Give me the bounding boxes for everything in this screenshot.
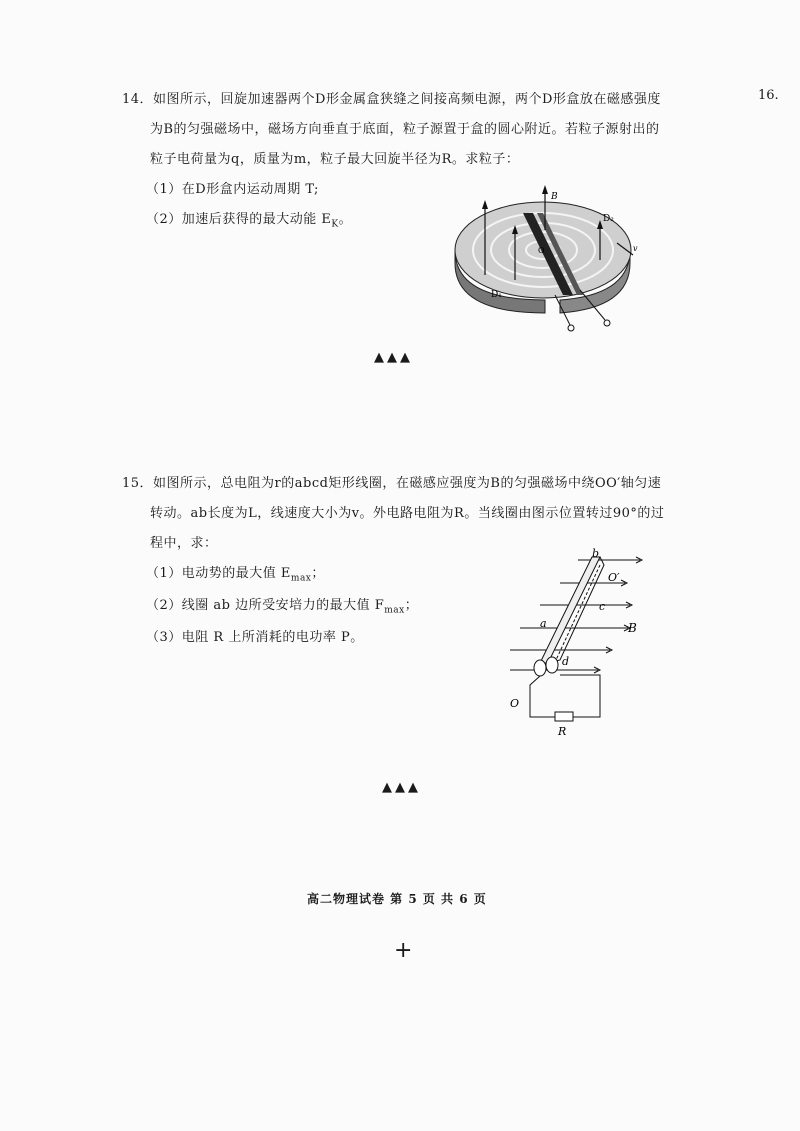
q15-line-3: 程中，求： bbox=[150, 536, 218, 551]
label-B: B bbox=[551, 192, 558, 202]
q15-answer-mark: ▲▲▲ bbox=[382, 780, 421, 795]
q15-sub-2-tail: ； bbox=[404, 598, 419, 613]
coil-side-cd bbox=[548, 557, 604, 663]
field-lines bbox=[510, 557, 642, 673]
slip-ring bbox=[546, 657, 558, 673]
label-D1: D₁ bbox=[491, 290, 502, 300]
registration-mark: + bbox=[394, 938, 413, 963]
terminal bbox=[604, 320, 610, 326]
label-b: b bbox=[592, 547, 600, 560]
q15-line-1: 15．如图所示，总电阻为r的abcd矩形线圈，在磁感应强度为B的匀强磁场中绕OO′轴匀速 bbox=[122, 476, 662, 491]
q14-answer-mark: ▲▲▲ bbox=[374, 350, 413, 365]
coil-figure bbox=[500, 545, 660, 735]
q14-sub-2-tail: 。 bbox=[338, 212, 353, 227]
q15-sub-2-subscript: max bbox=[384, 605, 405, 616]
q14-line-1: 14．如图所示，回旋加速器两个D形金属盒狭缝之间接高频电源，两个D形盒放在磁感强度 bbox=[122, 92, 661, 107]
external-circuit bbox=[530, 675, 600, 717]
q14-line-3: 粒子电荷量为q，质量为m，粒子最大回旋半径为R。求粒子： bbox=[150, 152, 520, 167]
label-B: B bbox=[628, 621, 637, 635]
axis-OO-prime bbox=[550, 565, 600, 673]
q15-sub-2-text: （2）线圈 ab 边所受安培力的最大值 F bbox=[146, 598, 385, 613]
side-question-number: 16. bbox=[758, 88, 779, 103]
q15-sub-1-subscript: max bbox=[290, 573, 312, 584]
q14-sub-2-text: （2）加速后获得的最大动能 E bbox=[146, 212, 332, 227]
q15-sub-1 bbox=[146, 562, 325, 584]
q15-sub-3: （3）电阻 R 上所消耗的电功率 P。 bbox=[146, 630, 364, 645]
q14-line-2: 为B的匀强磁场中，磁场方向垂直于底面，粒子源置于盒的圆心附近。若粒子源射出的 bbox=[150, 122, 660, 137]
q15-line-2: 转动。ab长度为L，线速度大小为v。外电路电阻为R。当线圈由图示位置转过90°的过 bbox=[150, 506, 665, 521]
q15-sub-2 bbox=[146, 594, 418, 616]
q14-sub-2-subscript: K bbox=[331, 219, 339, 230]
q15-sub-1-text: （1）电动势的最大值 E bbox=[146, 566, 291, 581]
label-D2: D₂ bbox=[603, 214, 614, 224]
label-O: O bbox=[510, 697, 520, 710]
coil-side-ab bbox=[540, 557, 600, 663]
label-d: d bbox=[562, 655, 570, 668]
label-a: a bbox=[540, 617, 547, 630]
page-footer: 高二物理试卷 第 5 页 共 6 页 bbox=[307, 892, 487, 906]
arrow-head bbox=[482, 200, 488, 209]
resistor-R bbox=[555, 712, 573, 721]
label-c: c bbox=[599, 600, 606, 613]
label-v: v bbox=[633, 244, 638, 253]
slip-ring bbox=[534, 660, 546, 676]
label-R: R bbox=[558, 725, 567, 735]
q14-sub-1: （1）在D形盒内运动周期 T; bbox=[146, 182, 319, 197]
q14-sub-2 bbox=[146, 208, 352, 230]
cyclotron-figure bbox=[445, 185, 645, 335]
label-O: O bbox=[538, 246, 545, 255]
arrow-head bbox=[542, 185, 548, 194]
q15-sub-1-tail: ； bbox=[311, 566, 325, 581]
terminal bbox=[568, 325, 574, 331]
label-O-prime: O′ bbox=[608, 571, 620, 584]
